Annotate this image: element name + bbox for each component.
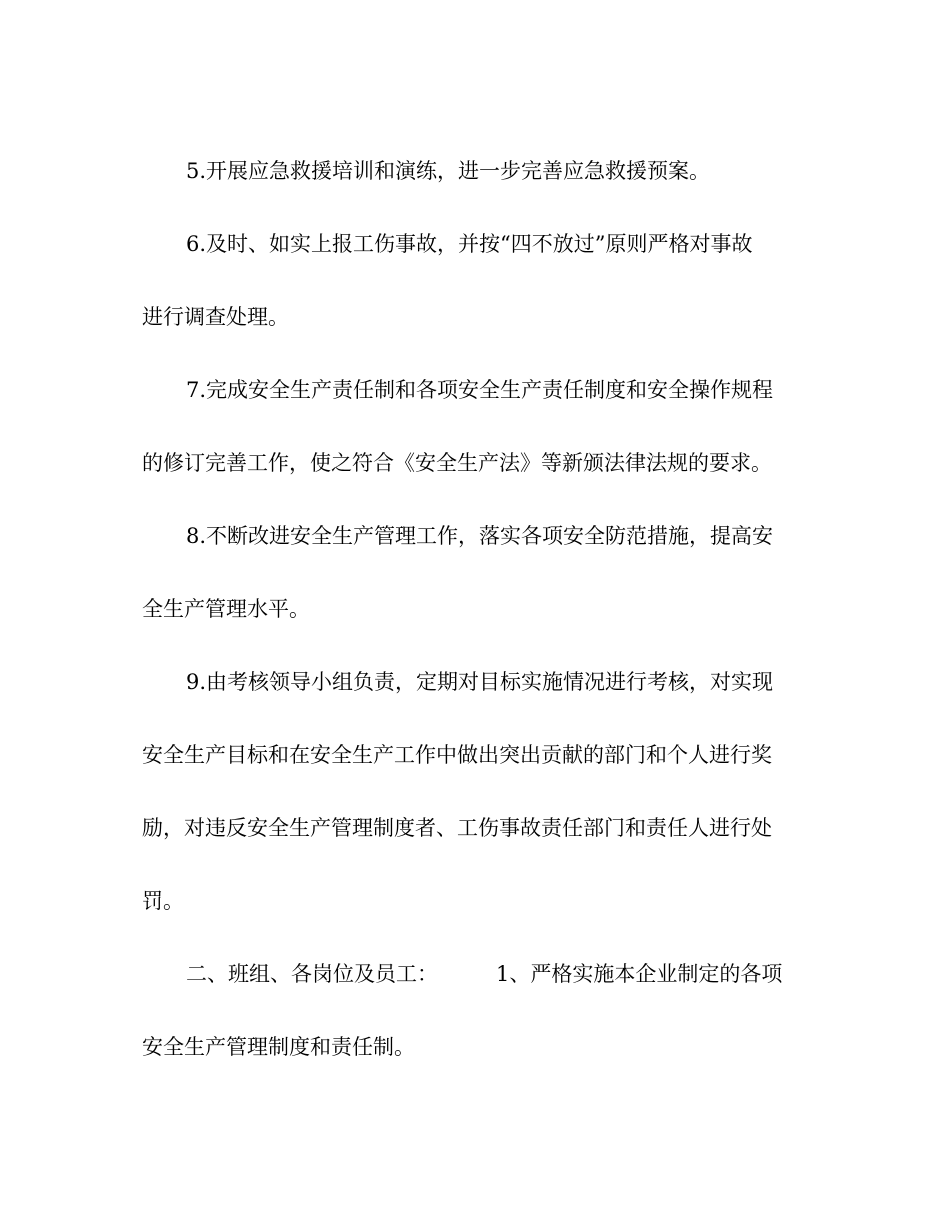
paragraph-item-9-line-2: 安全生产目标和在安全生产工作中做出突出贡献的部门和个人进行奖 [142, 743, 772, 767]
section-item-1-start: 1、严格实施本企业制定的各项 [496, 962, 783, 986]
paragraph-item-7-line-2: 的修订完善工作，使之符合《安全生产法》等新颁法律法规的要求。 [142, 451, 772, 475]
paragraph-item-9-line-1: 9.由考核领导小组负责，定期对目标实施情况进行考核，对实现 [186, 670, 774, 694]
paragraph-item-8-line-1: 8.不断改进安全生产管理工作，落实各项安全防范措施，提高安 [186, 524, 774, 548]
section-item-1-line-2: 安全生产管理制度和责任制。 [142, 1035, 415, 1059]
paragraph-item-7-line-1: 7.完成安全生产责任制和各项安全生产责任制度和安全操作规程 [186, 378, 774, 402]
paragraph-item-6-line-1: 6.及时、如实上报工伤事故，并按“四不放过”原则严格对事故 [186, 232, 753, 256]
paragraph-item-9-line-3: 励，对违反安全生产管理制度者、工伤事故责任部门和责任人进行处 [142, 816, 772, 840]
section-heading: 二、班组、各岗位及员工： [186, 962, 438, 986]
document-body [142, 135, 802, 1084]
section-heading-line [142, 938, 802, 1011]
paragraph-item-9-line-4: 罚。 [142, 889, 184, 913]
paragraph-item-8-line-2: 全生产管理水平。 [142, 597, 310, 621]
paragraph-item-6-line-2: 进行调查处理。 [142, 305, 289, 329]
paragraph-item-5: 5.开展应急救援培训和演练，进一步完善应急救援预案。 [186, 159, 711, 183]
